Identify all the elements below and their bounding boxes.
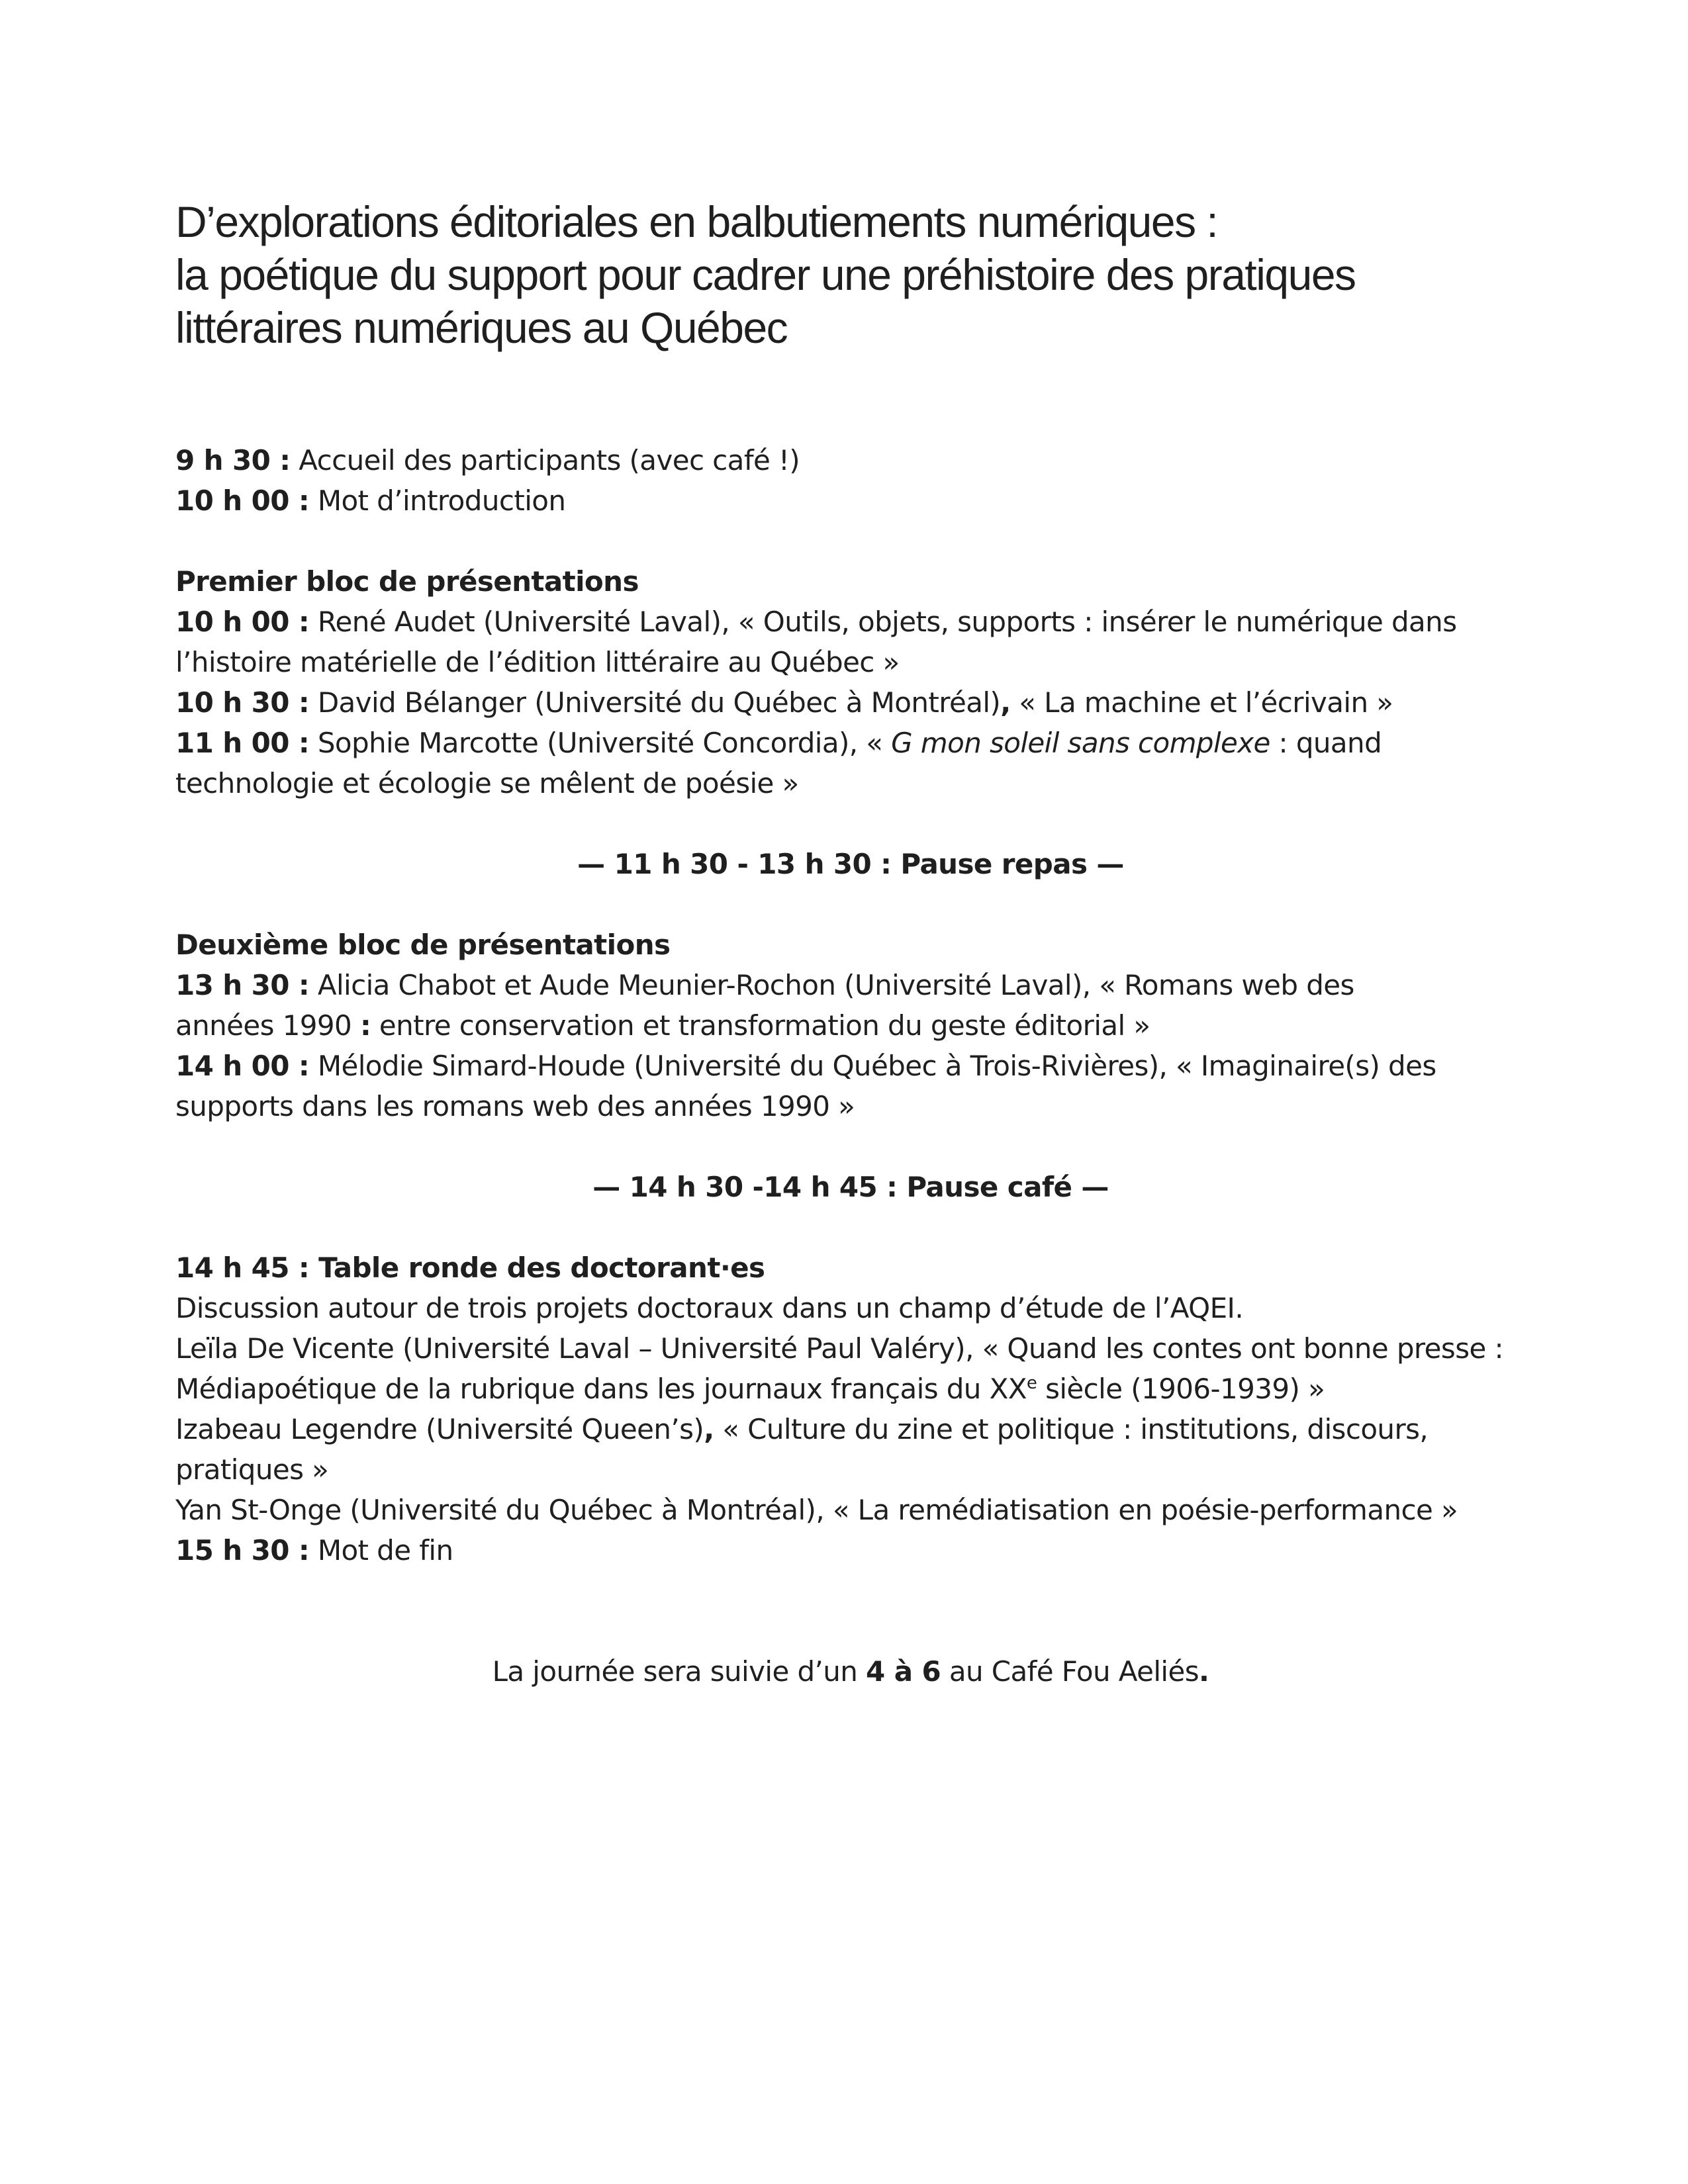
item-text: : quand (1270, 727, 1382, 759)
spacer (175, 1611, 1526, 1651)
second-block-section (175, 925, 1526, 1126)
item-text: années 1990 (175, 1009, 360, 1042)
schedule-item (175, 602, 1526, 642)
item-text: entre conservation et transformation du geste éditorial » (371, 1009, 1150, 1042)
title-line-1: D’explorations éditoriales en balbutiements numériques : (175, 197, 1218, 246)
time-label: 11 h 00 : (175, 727, 310, 759)
item-text-continued: technologie et écologie se mêlent de poésie » (175, 767, 799, 799)
item-text: Izabeau Legendre (Université Queen’s) (175, 1413, 704, 1445)
time-label: 10 h 00 : (175, 484, 310, 517)
item-text: « Culture du zine et politique : institutions, discours, (714, 1413, 1429, 1445)
schedule-item (175, 723, 1526, 763)
schedule-item (175, 1046, 1526, 1086)
item-text-bold: , (1000, 686, 1011, 719)
intro-section (175, 440, 1526, 521)
footer-text: La journée sera suivie d’un (492, 1655, 867, 1688)
item-text: René Audet (Université Laval), « Outils, objets, supports : insérer le numérique dans (309, 606, 1457, 638)
time-label: 15 h 30 : (175, 1534, 310, 1567)
item-text-bold: , (704, 1413, 714, 1445)
item-text: Mélodie Simard-Houde (Université du Québec à Trois-Rivières), « Imaginaire(s) des (309, 1050, 1436, 1082)
spacer (175, 803, 1526, 844)
roundtable-item: Yan St-Onge (Université du Québec à Montréal), « La remédiatisation en poésie-performance » (175, 1494, 1458, 1526)
roundtable-item (175, 1409, 1526, 1449)
schedule-item (175, 1530, 1526, 1570)
superscript: e (1026, 1373, 1037, 1393)
item-text-continued (175, 1005, 1526, 1046)
footer-text-bold: 4 à 6 (866, 1655, 941, 1688)
document-title (175, 195, 1526, 354)
item-text-italic: G mon soleil sans complexe (891, 727, 1270, 759)
item-text: Alicia Chabot et Aude Meunier-Rochon (Université Laval), « Romans web des (309, 969, 1354, 1001)
item-text: Mot de fin (309, 1534, 453, 1567)
roundtable-item: Leïla De Vicente (Université Laval – Université Paul Valéry), « Quand les contes ont bonne presse : (175, 1332, 1504, 1365)
coffee-break: — 14 h 30 -14 h 45 : Pause café — (592, 1171, 1109, 1203)
item-text: David Bélanger (Université du Québec à Montréal) (309, 686, 1001, 719)
spacer (175, 1207, 1526, 1248)
item-text: Médiapoétique de la rubrique dans les journaux français du XX (175, 1373, 1027, 1405)
spacer (175, 884, 1526, 925)
item-text-continued: l’histoire matérielle de l’édition littéraire au Québec » (175, 646, 900, 678)
roundtable-item-continued (175, 1369, 1526, 1409)
title-line-3: littéraires numériques au Québec (175, 303, 788, 352)
roundtable-section (175, 1248, 1526, 1570)
item-text: « La machine et l’écrivain » (1010, 686, 1393, 719)
section-heading: 14 h 45 : Table ronde des doctorant·es (175, 1251, 765, 1284)
time-label: 10 h 30 : (175, 686, 310, 719)
lunch-break: — 11 h 30 - 13 h 30 : Pause repas — (577, 848, 1124, 880)
schedule-item (175, 440, 1526, 480)
section-heading: Deuxième bloc de présentations (175, 929, 671, 961)
spacer (175, 1126, 1526, 1167)
item-text: Mot d’introduction (309, 484, 566, 517)
schedule-item (175, 682, 1526, 723)
title-line-2: la poétique du support pour cadrer une préhistoire des pratiques (175, 250, 1356, 299)
first-block-section (175, 561, 1526, 803)
time-label: 13 h 30 : (175, 969, 310, 1001)
program-body (175, 440, 1526, 1692)
item-text-continued: supports dans les romans web des années 1990 » (175, 1090, 855, 1122)
item-text-bold: : (359, 1009, 371, 1042)
document-page (175, 195, 1526, 1692)
section-heading: Premier bloc de présentations (175, 565, 639, 598)
item-text: Sophie Marcotte (Université Concordia), « (309, 727, 892, 759)
spacer (175, 521, 1526, 561)
roundtable-item-continued: pratiques » (175, 1453, 329, 1486)
schedule-item (175, 965, 1526, 1005)
item-text: siècle (1906-1939) » (1037, 1373, 1325, 1405)
spacer (175, 1570, 1526, 1611)
footer-text: au Café Fou Aeliés (941, 1655, 1199, 1688)
time-label: 9 h 30 : (175, 444, 291, 477)
schedule-item (175, 480, 1526, 521)
time-label: 14 h 00 : (175, 1050, 310, 1082)
footer-text-bold: . (1199, 1655, 1209, 1688)
roundtable-description: Discussion autour de trois projets doctoraux dans un champ d’étude de l’AQEI. (175, 1292, 1244, 1324)
time-label: 10 h 00 : (175, 606, 310, 638)
item-text: Accueil des participants (avec café !) (290, 444, 800, 477)
footer-note (175, 1651, 1526, 1692)
